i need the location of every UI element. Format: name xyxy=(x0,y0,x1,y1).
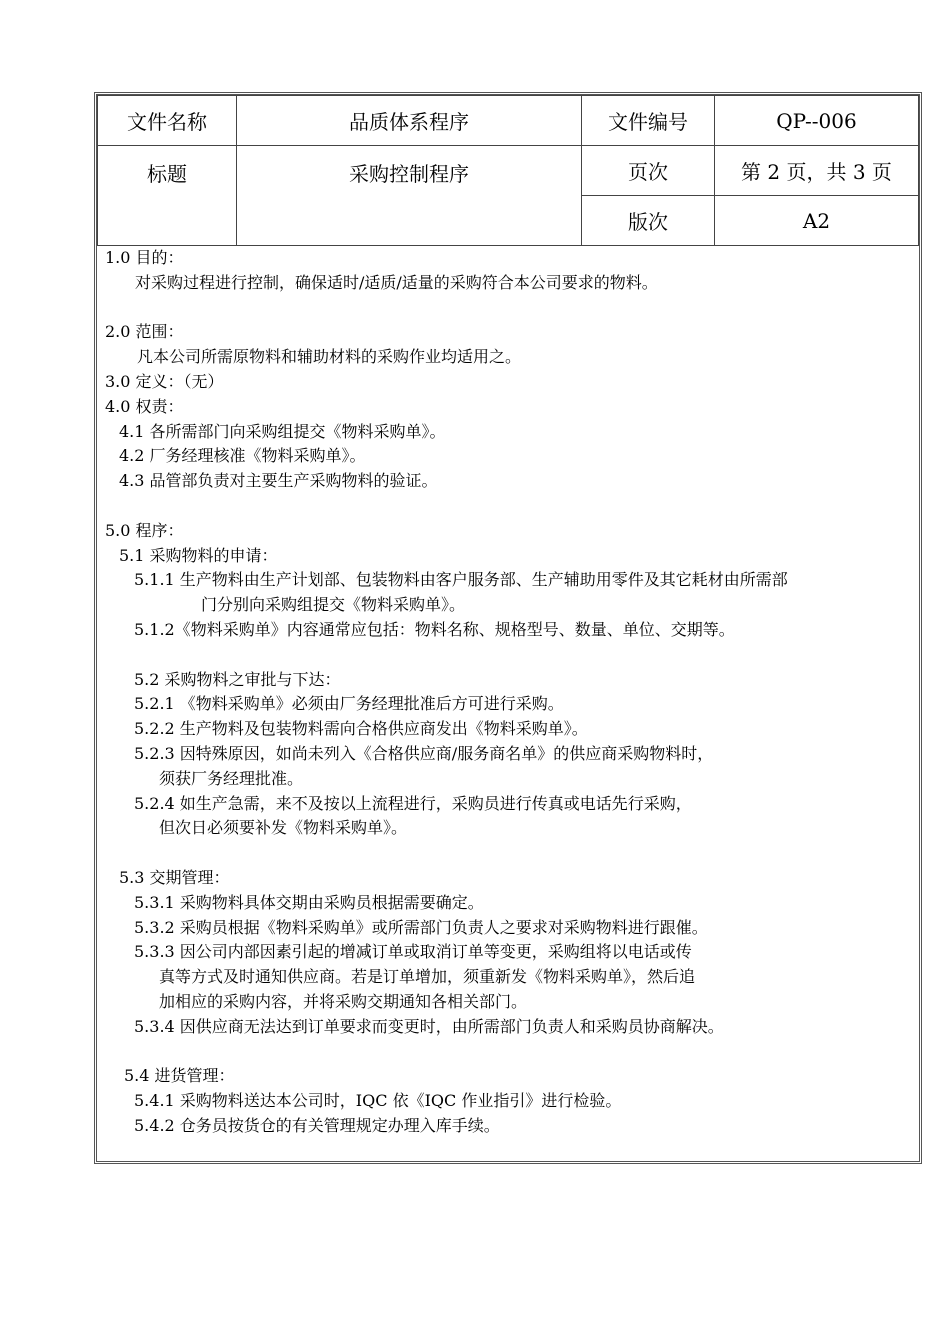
blank-line xyxy=(105,841,913,866)
blank-line xyxy=(105,1040,913,1065)
body-line: 4.0 权责： xyxy=(105,396,184,416)
body-line: 5.2.1 《物料采购单》必须由厂务经理批准后方可进行采购。 xyxy=(134,694,564,714)
body-line: 4.1 各所需部门向采购组提交《物料采购单》。 xyxy=(119,421,446,441)
body-line: 5.1.1 生产物料由生产计划部、包装物料由客户服务部、生产辅助用零件及其它耗材由所需部 xyxy=(134,570,788,590)
body-line: 5.3 交期管理： xyxy=(119,867,230,887)
body-line: 2.0 范围： xyxy=(105,322,184,342)
body-line: 5.2.4 如生产急需，来不及按以上流程进行，采购员进行传真或电话先行采购， xyxy=(134,793,692,813)
body-line: 5.3.1 采购物料具体交期由采购员根据需要确定。 xyxy=(134,892,484,912)
body-line: 5.1 采购物料的申请： xyxy=(119,545,278,565)
body-line: 对采购过程进行控制，确保适时/适质/适量的采购符合本公司要求的物料。 xyxy=(135,272,658,292)
document-body xyxy=(105,246,913,1139)
body-line: 5.2.2 生产物料及包装物料需向合格供应商发出《物料采购单》。 xyxy=(134,719,588,739)
header-table xyxy=(97,95,919,246)
body-line: 1.0 目的： xyxy=(105,248,184,267)
body-line: 3.0 定义：（无） xyxy=(105,371,224,391)
body-line: 4.2 厂务经理核准《物料采购单》。 xyxy=(119,446,366,466)
doc-no-value: QP--006 xyxy=(715,96,919,146)
body-line: 须获厂务经理批准。 xyxy=(159,768,304,788)
body-line: 门分别向采购组提交《物料采购单》。 xyxy=(201,595,466,615)
page-value: 第 2 页，共 3 页 xyxy=(715,146,919,196)
doc-name-label: 文件名称 xyxy=(98,96,237,146)
body-line: 5.3.2 采购员根据《物料采购单》或所需部门负责人之要求对采购物料进行跟催。 xyxy=(134,917,708,937)
version-label: 版次 xyxy=(582,196,715,246)
title-value: 采购控制程序 xyxy=(237,146,582,246)
blank-line xyxy=(105,494,913,519)
blank-line xyxy=(105,643,913,668)
document-frame xyxy=(94,92,922,1164)
doc-no-label: 文件编号 xyxy=(582,96,715,146)
blank-line xyxy=(105,296,913,321)
page-label: 页次 xyxy=(582,146,715,196)
title-label: 标题 xyxy=(98,146,237,246)
body-line: 5.3.4 因供应商无法达到订单要求而变更时，由所需部门负责人和采购员协商解决。 xyxy=(134,1016,724,1036)
body-line: 5.1.2《物料采购单》内容通常应包括：物料名称、规格型号、数量、单位、交期等。 xyxy=(134,619,735,639)
version-value: A2 xyxy=(715,196,919,246)
body-line: 5.4.1 采购物料送达本公司时，IQC 依《IQC 作业指引》进行检验。 xyxy=(134,1091,622,1111)
body-line: 5.3.3 因公司内部因素引起的增减订单或取消订单等变更，采购组将以电话或传 xyxy=(134,942,692,962)
body-line: 真等方式及时通知供应商。若是订单增加，须重新发《物料采购单》，然后追 xyxy=(159,967,696,987)
body-line: 但次日必须要补发《物料采购单》。 xyxy=(159,818,408,838)
body-line: 加相应的采购内容，并将采购交期通知各相关部门。 xyxy=(159,991,528,1011)
body-line: 5.2 采购物料之审批与下达： xyxy=(134,669,341,689)
body-line: 5.0 程序： xyxy=(105,520,184,540)
body-line: 5.4 进货管理： xyxy=(124,1066,235,1086)
body-line: 4.3 品管部负责对主要生产采购物料的验证。 xyxy=(119,471,438,491)
body-line: 凡本公司所需原物料和辅助材料的采购作业均适用之。 xyxy=(137,347,522,367)
body-line: 5.2.3 因特殊原因，如尚未列入《合格供应商/服务商名单》的供应商采购物料时， xyxy=(134,743,714,763)
doc-name-value: 品质体系程序 xyxy=(237,96,582,146)
body-line: 5.4.2 仓务员按货仓的有关管理规定办理入库手续。 xyxy=(134,1115,500,1135)
